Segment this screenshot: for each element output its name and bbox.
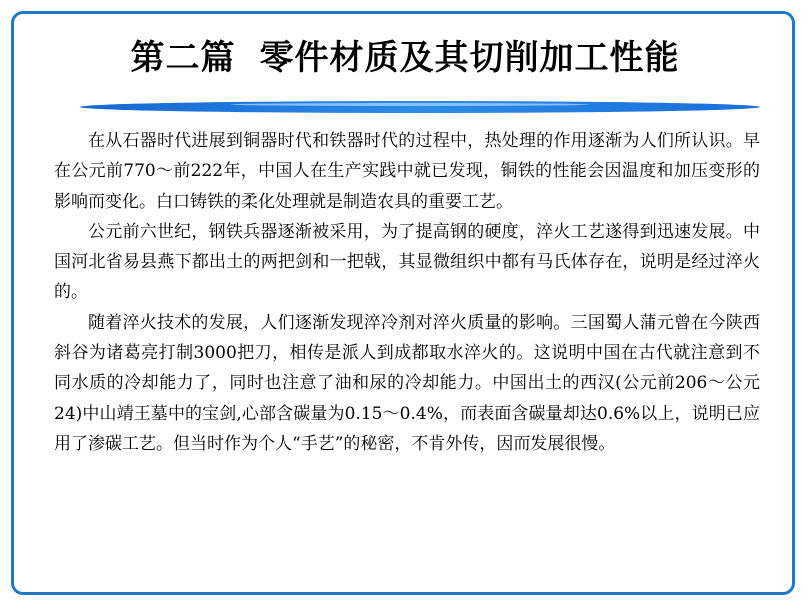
- paragraph-quenchant-and-carburizing: 随着淬火技术的发展，人们逐渐发现淬冷剂对淬火质量的影响。三国蜀人蒲元曾在今陕西斜谷为诸葛亮打制3000把刀，相传是派人到成都取水淬火的。这说明中国在古代就注意到不同水质的冷却能力了，同时也注意了油和尿的冷却能力。中国出土的西汉(公元前206～公元24)中山靖王墓中的宝剑,心部含碳量为0.15～0.4%，而表面含碳量却达0.6%以上，说明已应用了渗碳工艺。但当时作为个人“手艺”的秘密，不肯外传，因而发展很慢。: [54, 312, 760, 454]
- paragraph-quenching-development: 公元前六世纪，钢铁兵器逐渐被采用，为了提高钢的硬度，淬火工艺遂得到迅速发展。中国河北省易县燕下都出土的两把剑和一把戟，其显微组织中都有马氏体存在，说明是经过淬火的。: [54, 221, 760, 303]
- title-main: 零件材质及其切削加工性能: [259, 38, 680, 78]
- paragraph-heat-treatment-history: 在从石器时代进展到铜器时代和铁器时代的过程中，热处理的作用逐渐为人们所认识。早在公元前770～前222年，中国人在生产实践中就已发现，铜铁的性能会因温度和加压变形的影响而变化。白口铸铁的柔化处理就是制造农具的重要工艺。: [54, 131, 760, 212]
- title-divider-highlight: [230, 103, 590, 106]
- page-title: [0, 30, 810, 79]
- body-text: [54, 126, 760, 459]
- title-part: 第二篇: [130, 38, 236, 78]
